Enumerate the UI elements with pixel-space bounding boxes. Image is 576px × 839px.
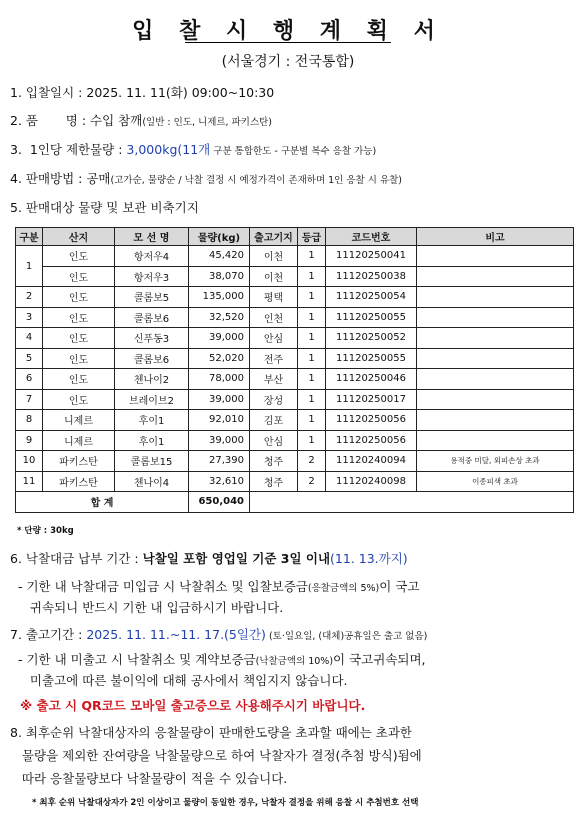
cell-no: 8	[16, 410, 43, 431]
cell-qty: 52,020	[189, 348, 250, 369]
cell-depot: 청주	[250, 451, 298, 472]
section-7-detail-line-1	[18, 650, 426, 668]
cell-qty: 135,000	[189, 287, 250, 308]
section-6-value: 낙찰일 포함 영업일 기준 3일 이내	[142, 551, 331, 566]
section-6-label: 6. 낙찰대금 납부 기간 :	[10, 551, 143, 566]
cell-grade: 1	[298, 307, 326, 328]
cell-depot: 이천	[250, 246, 298, 267]
cell-ship: 콜롬보5	[115, 287, 189, 308]
section-8-line-2: 물량을 제외한 잔여량을 낙찰물량으로 하여 낙찰자가 결정(추첨 방식)됨에	[10, 748, 422, 763]
cell-depot: 부산	[250, 369, 298, 390]
cell-note	[417, 328, 574, 349]
qr-warning: ※ 출고 시 QR코드 모바일 출고증으로 사용해주시기 바랍니다.	[20, 698, 366, 713]
cell-grade: 1	[298, 266, 326, 287]
col-header-depot: 출고기지	[250, 228, 298, 246]
cell-no: 10	[16, 451, 43, 472]
cell-code: 11120250055	[326, 307, 417, 328]
section-7-detail-line-2: 미출고에 따른 불이익에 대해 공사에서 책임지지 않습니다.	[18, 673, 348, 688]
section-6-detail-a: - 기한 내 낙찰대금 미입금 시 낙찰취소 및 입찰보증금	[18, 579, 308, 594]
cell-qty: 78,000	[189, 369, 250, 390]
unit-note: * 단량 : 30kg	[17, 526, 74, 536]
cell-grade: 1	[298, 328, 326, 349]
cell-origin: 인도	[43, 389, 115, 410]
cell-code: 11120250046	[326, 369, 417, 390]
cell-grade: 1	[298, 389, 326, 410]
cell-no: 3	[16, 307, 43, 328]
section-6-payment-period	[10, 549, 408, 567]
cell-origin: 인도	[43, 348, 115, 369]
cell-origin: 니제르	[43, 430, 115, 451]
section-7-label: 7. 출고기간 :	[10, 627, 87, 642]
document-title: 입 찰 시 행 계 획 서	[132, 19, 444, 44]
cell-qty: 45,420	[189, 246, 250, 267]
section-8-line-3: 따라 응찰물량보다 낙찰물량이 적을 수 있습니다.	[10, 771, 288, 786]
cell-note	[417, 369, 574, 390]
cell-code: 11120250017	[326, 389, 417, 410]
cell-note	[417, 307, 574, 328]
col-header-qty: 물량(kg)	[189, 228, 250, 246]
cell-origin: 인도	[43, 307, 115, 328]
cell-code: 11120250055	[326, 348, 417, 369]
table-row	[16, 328, 574, 349]
section-6-detail-b: (응찰금액의 5%)	[307, 583, 380, 594]
cell-ship: 콜롬보15	[115, 451, 189, 472]
table-row	[16, 430, 574, 451]
col-header-origin: 산지	[43, 228, 115, 246]
cell-no: 6	[16, 369, 43, 390]
item-2-label: 2. 품 명 :	[10, 113, 87, 128]
total-qty: 650,040	[189, 492, 250, 513]
cell-depot: 이천	[250, 266, 298, 287]
cell-qty: 39,000	[189, 430, 250, 451]
cell-origin: 파키스탄	[43, 471, 115, 492]
cell-grade: 1	[298, 369, 326, 390]
cell-ship: 신푸동3	[115, 328, 189, 349]
cell-ship: 콜롬보6	[115, 307, 189, 328]
table-row	[16, 410, 574, 431]
section-7-release-period	[10, 625, 427, 643]
cell-note: 용적중 미달, 외피손상 초과	[417, 451, 574, 472]
cell-note	[417, 246, 574, 267]
section-8-line-1: 8. 최후순위 낙찰대상자의 응찰물량이 판매한도량을 초과할 때에는 초과한	[10, 725, 412, 740]
cell-ship: 브레이브2	[115, 389, 189, 410]
cell-no: 4	[16, 328, 43, 349]
cell-qty: 38,070	[189, 266, 250, 287]
cell-depot: 장성	[250, 389, 298, 410]
table-row	[16, 348, 574, 369]
cell-code: 11120240098	[326, 471, 417, 492]
cell-qty: 39,000	[189, 389, 250, 410]
cell-grade: 1	[298, 287, 326, 308]
col-header-ship: 모 선 명	[115, 228, 189, 246]
cell-no: 11	[16, 471, 43, 492]
cell-origin: 니제르	[43, 410, 115, 431]
item-2-product	[10, 111, 272, 129]
cell-code: 11120250056	[326, 410, 417, 431]
cell-note	[417, 266, 574, 287]
section-7-detail-a: - 기한 내 미출고 시 낙찰취소 및 계약보증금	[18, 652, 256, 667]
cell-grade: 1	[298, 430, 326, 451]
cell-no: 9	[16, 430, 43, 451]
table-row	[16, 246, 574, 267]
cell-ship: 항저우3	[115, 266, 189, 287]
cell-code: 11120250056	[326, 430, 417, 451]
cell-ship: 항저우4	[115, 246, 189, 267]
section-6-date: (11. 13.까지)	[330, 551, 408, 566]
item-3-value: 3,000kg(11개	[126, 142, 211, 157]
cell-ship: 후이1	[115, 410, 189, 431]
table-header-row	[16, 228, 574, 246]
cell-qty: 39,000	[189, 328, 250, 349]
item-2-note: (일반 : 인도, 니제르, 파키스탄)	[142, 117, 273, 128]
document-subtitle: (서울경기 : 전국통합)	[221, 54, 355, 70]
cell-note	[417, 430, 574, 451]
cell-grade: 2	[298, 451, 326, 472]
cell-code: 11120250041	[326, 246, 417, 267]
cell-no: 5	[16, 348, 43, 369]
title-underline	[185, 42, 391, 43]
item-4-sales-method	[10, 169, 402, 187]
cell-note	[417, 348, 574, 369]
cell-note: 이종피색 초과	[417, 471, 574, 492]
cell-depot: 평택	[250, 287, 298, 308]
cell-qty: 92,010	[189, 410, 250, 431]
table-row	[16, 266, 574, 287]
section-7-detail-b: (낙찰금액의 10%)	[255, 656, 334, 667]
table-row	[16, 369, 574, 390]
cell-origin: 인도	[43, 266, 115, 287]
cell-origin: 인도	[43, 287, 115, 308]
cell-code: 11120240094	[326, 451, 417, 472]
table-row	[16, 287, 574, 308]
cell-ship: 첸나이4	[115, 471, 189, 492]
cell-qty: 27,390	[189, 451, 250, 472]
cell-origin: 인도	[43, 369, 115, 390]
cell-qty: 32,520	[189, 307, 250, 328]
table-row	[16, 389, 574, 410]
item-3-note: 구분 통합한도 - 구분별 복수 응찰 가능)	[210, 146, 377, 157]
item-1-bid-datetime	[10, 83, 274, 101]
section-7-detail-c: 이 국고귀속되며,	[333, 652, 426, 667]
cell-qty: 32,610	[189, 471, 250, 492]
item-5-heading: 5. 판매대상 물량 및 보관 비축기지	[10, 200, 199, 215]
cell-note	[417, 287, 574, 308]
cell-code: 11120250038	[326, 266, 417, 287]
cell-code: 11120250052	[326, 328, 417, 349]
cell-ship: 후이1	[115, 430, 189, 451]
cell-depot: 청주	[250, 471, 298, 492]
item-1-label: 1. 입찰일시 :	[10, 85, 83, 100]
cell-ship: 콜롬보6	[115, 348, 189, 369]
section-6-detail-c: 이 국고	[379, 579, 420, 594]
cell-depot: 인천	[250, 307, 298, 328]
section-6-detail-line-1	[18, 577, 419, 595]
cell-note	[417, 389, 574, 410]
table-row	[16, 307, 574, 328]
cell-ship: 첸나이2	[115, 369, 189, 390]
item-2-value: 수입 참깨	[90, 113, 143, 128]
item-4-label: 4. 판매방법 : 공매	[10, 171, 111, 186]
footnote: * 최후 순위 낙찰대상자가 2인 이상이고 물량이 동일한 경우, 낙찰자 결정을 위해 응찰 시 추첨번호 선택	[32, 798, 419, 808]
cell-note	[417, 410, 574, 431]
cell-depot: 안심	[250, 328, 298, 349]
cell-origin: 인도	[43, 328, 115, 349]
col-header-code: 코드번호	[326, 228, 417, 246]
cell-code: 11120250054	[326, 287, 417, 308]
total-empty-cell	[250, 492, 574, 513]
cell-no: 2	[16, 287, 43, 308]
col-header-note: 비고	[417, 228, 574, 246]
cell-grade: 2	[298, 471, 326, 492]
cell-depot: 김포	[250, 410, 298, 431]
table-row	[16, 451, 574, 472]
col-header-no: 구분	[16, 228, 43, 246]
total-label: 합 계	[16, 492, 189, 513]
section-7-value: 2025. 11. 11.~11. 17.(5일간)	[86, 627, 266, 642]
item-1-value: 2025. 11. 11(화) 09:00~10:30	[86, 85, 275, 100]
cell-grade: 1	[298, 246, 326, 267]
table-row	[16, 471, 574, 492]
section-6-detail-line-2: 귀속되니 반드시 기한 내 입금하시기 바랍니다.	[18, 600, 284, 615]
col-header-grade: 등급	[298, 228, 326, 246]
cell-grade: 1	[298, 348, 326, 369]
cell-depot: 전주	[250, 348, 298, 369]
cell-no: 1	[16, 246, 43, 287]
cell-depot: 안심	[250, 430, 298, 451]
section-7-note: (토·일요일, (대체)공휴일은 출고 없음)	[265, 631, 428, 642]
item-3-label: 3. 1인당 제한물량 :	[10, 142, 127, 157]
stock-table	[15, 227, 574, 513]
cell-origin: 파키스탄	[43, 451, 115, 472]
cell-no: 7	[16, 389, 43, 410]
cell-grade: 1	[298, 410, 326, 431]
item-3-limit	[10, 140, 376, 158]
table-total-row	[16, 492, 574, 513]
item-4-note: (고가순, 물량순 / 낙찰 결정 시 예정가격이 존재하며 1인 응찰 시 유찰)	[110, 175, 403, 186]
cell-origin: 인도	[43, 246, 115, 267]
